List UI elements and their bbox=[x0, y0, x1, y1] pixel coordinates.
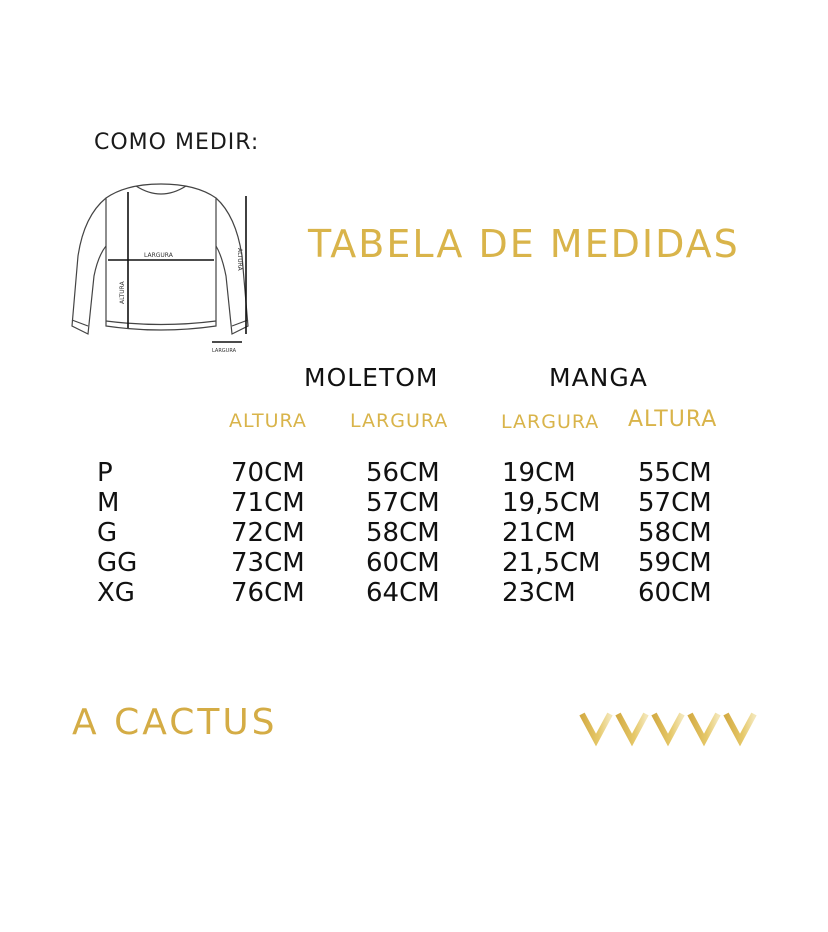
value-cell: 70CM bbox=[231, 458, 305, 488]
how-to-measure-label: COMO MEDIR: bbox=[94, 130, 260, 155]
value-cell: 57CM bbox=[638, 488, 712, 518]
size-cell: M bbox=[97, 488, 120, 518]
section-manga: MANGA bbox=[549, 363, 648, 392]
table-row bbox=[0, 518, 828, 548]
page-title: TABELA DE MEDIDAS bbox=[308, 222, 740, 266]
size-cell: G bbox=[97, 518, 118, 548]
table-row bbox=[0, 458, 828, 488]
section-moletom: MOLETOM bbox=[304, 363, 439, 392]
value-cell: 21CM bbox=[502, 518, 576, 548]
value-cell: 60CM bbox=[366, 548, 440, 578]
value-cell: 71CM bbox=[231, 488, 305, 518]
value-cell: 23CM bbox=[502, 578, 576, 608]
header-moletom-largura: LARGURA bbox=[350, 410, 449, 432]
value-cell: 60CM bbox=[638, 578, 712, 608]
size-cell: XG bbox=[97, 578, 135, 608]
header-moletom-altura: ALTURA bbox=[229, 410, 307, 432]
table-row bbox=[0, 578, 828, 608]
value-cell: 59CM bbox=[638, 548, 712, 578]
value-cell: 56CM bbox=[366, 458, 440, 488]
value-cell: 19CM bbox=[502, 458, 576, 488]
header-manga-altura: ALTURA bbox=[628, 407, 718, 432]
value-cell: 19,5CM bbox=[502, 488, 601, 518]
diagram-sleeve-width-label: LARGURA bbox=[212, 348, 237, 354]
value-cell: 76CM bbox=[231, 578, 305, 608]
table-row bbox=[0, 488, 828, 518]
table-row bbox=[0, 548, 828, 578]
diagram-sleeve-height-label: ALTURA bbox=[236, 248, 243, 271]
sweater-measurement-diagram bbox=[66, 176, 256, 356]
diagram-body-height-label: ALTURA bbox=[119, 281, 126, 304]
value-cell: 64CM bbox=[366, 578, 440, 608]
value-cell: 58CM bbox=[638, 518, 712, 548]
diagram-body-width-label: LARGURA bbox=[144, 252, 173, 259]
brand-name: A CACTUS bbox=[72, 702, 278, 743]
value-cell: 57CM bbox=[366, 488, 440, 518]
value-cell: 55CM bbox=[638, 458, 712, 488]
value-cell: 21,5CM bbox=[502, 548, 601, 578]
size-cell: P bbox=[97, 458, 113, 488]
value-cell: 58CM bbox=[366, 518, 440, 548]
gold-chevrons-logo-icon bbox=[578, 708, 778, 748]
size-cell: GG bbox=[97, 548, 138, 578]
value-cell: 72CM bbox=[231, 518, 305, 548]
header-manga-largura: LARGURA bbox=[501, 411, 600, 433]
value-cell: 73CM bbox=[231, 548, 305, 578]
